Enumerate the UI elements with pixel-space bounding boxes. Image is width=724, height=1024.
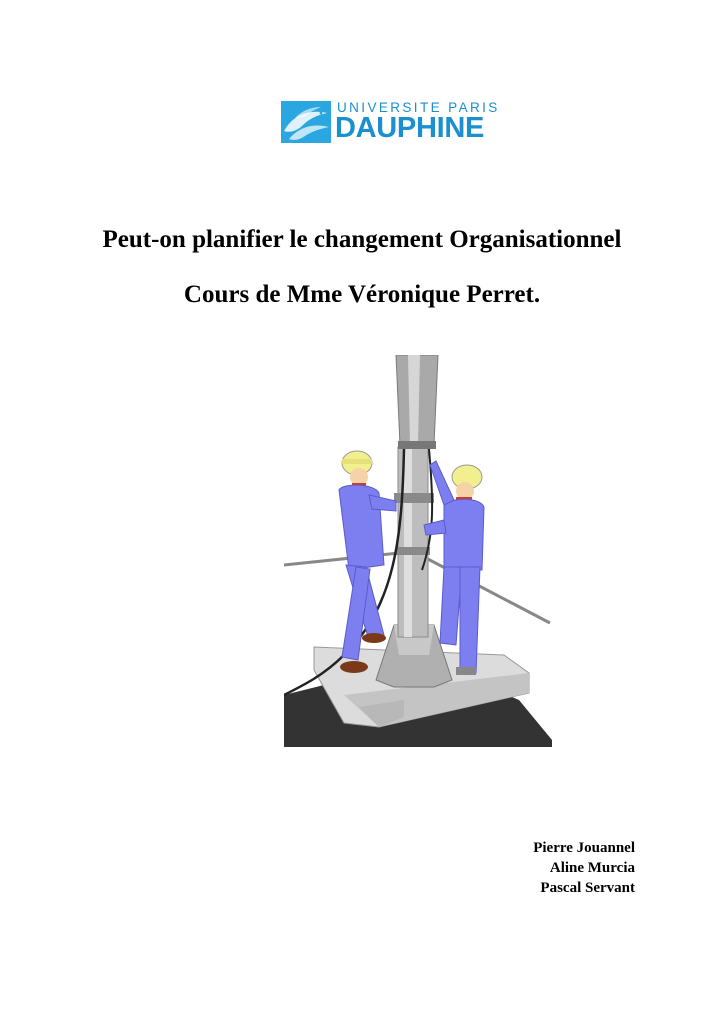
author-name: Pierre Jouannel	[533, 840, 635, 856]
document-title: Peut-on planifier le changement Organisationnel	[102, 226, 622, 253]
author-name: Aline Murcia	[549, 860, 635, 876]
university-logo	[281, 99, 500, 144]
workers-on-pole-illustration	[284, 355, 552, 747]
dolphin-emblem-icon	[281, 101, 331, 143]
left-worker	[339, 451, 396, 673]
logo-title: DAUPHINE	[335, 112, 485, 144]
authors-list	[533, 838, 635, 898]
course-title: Cours de Mme Véronique Perret.	[183, 281, 541, 308]
logo-subtitle: UNIVERSITE PARIS	[337, 100, 500, 115]
author-name: Pascal Servant	[540, 880, 635, 896]
